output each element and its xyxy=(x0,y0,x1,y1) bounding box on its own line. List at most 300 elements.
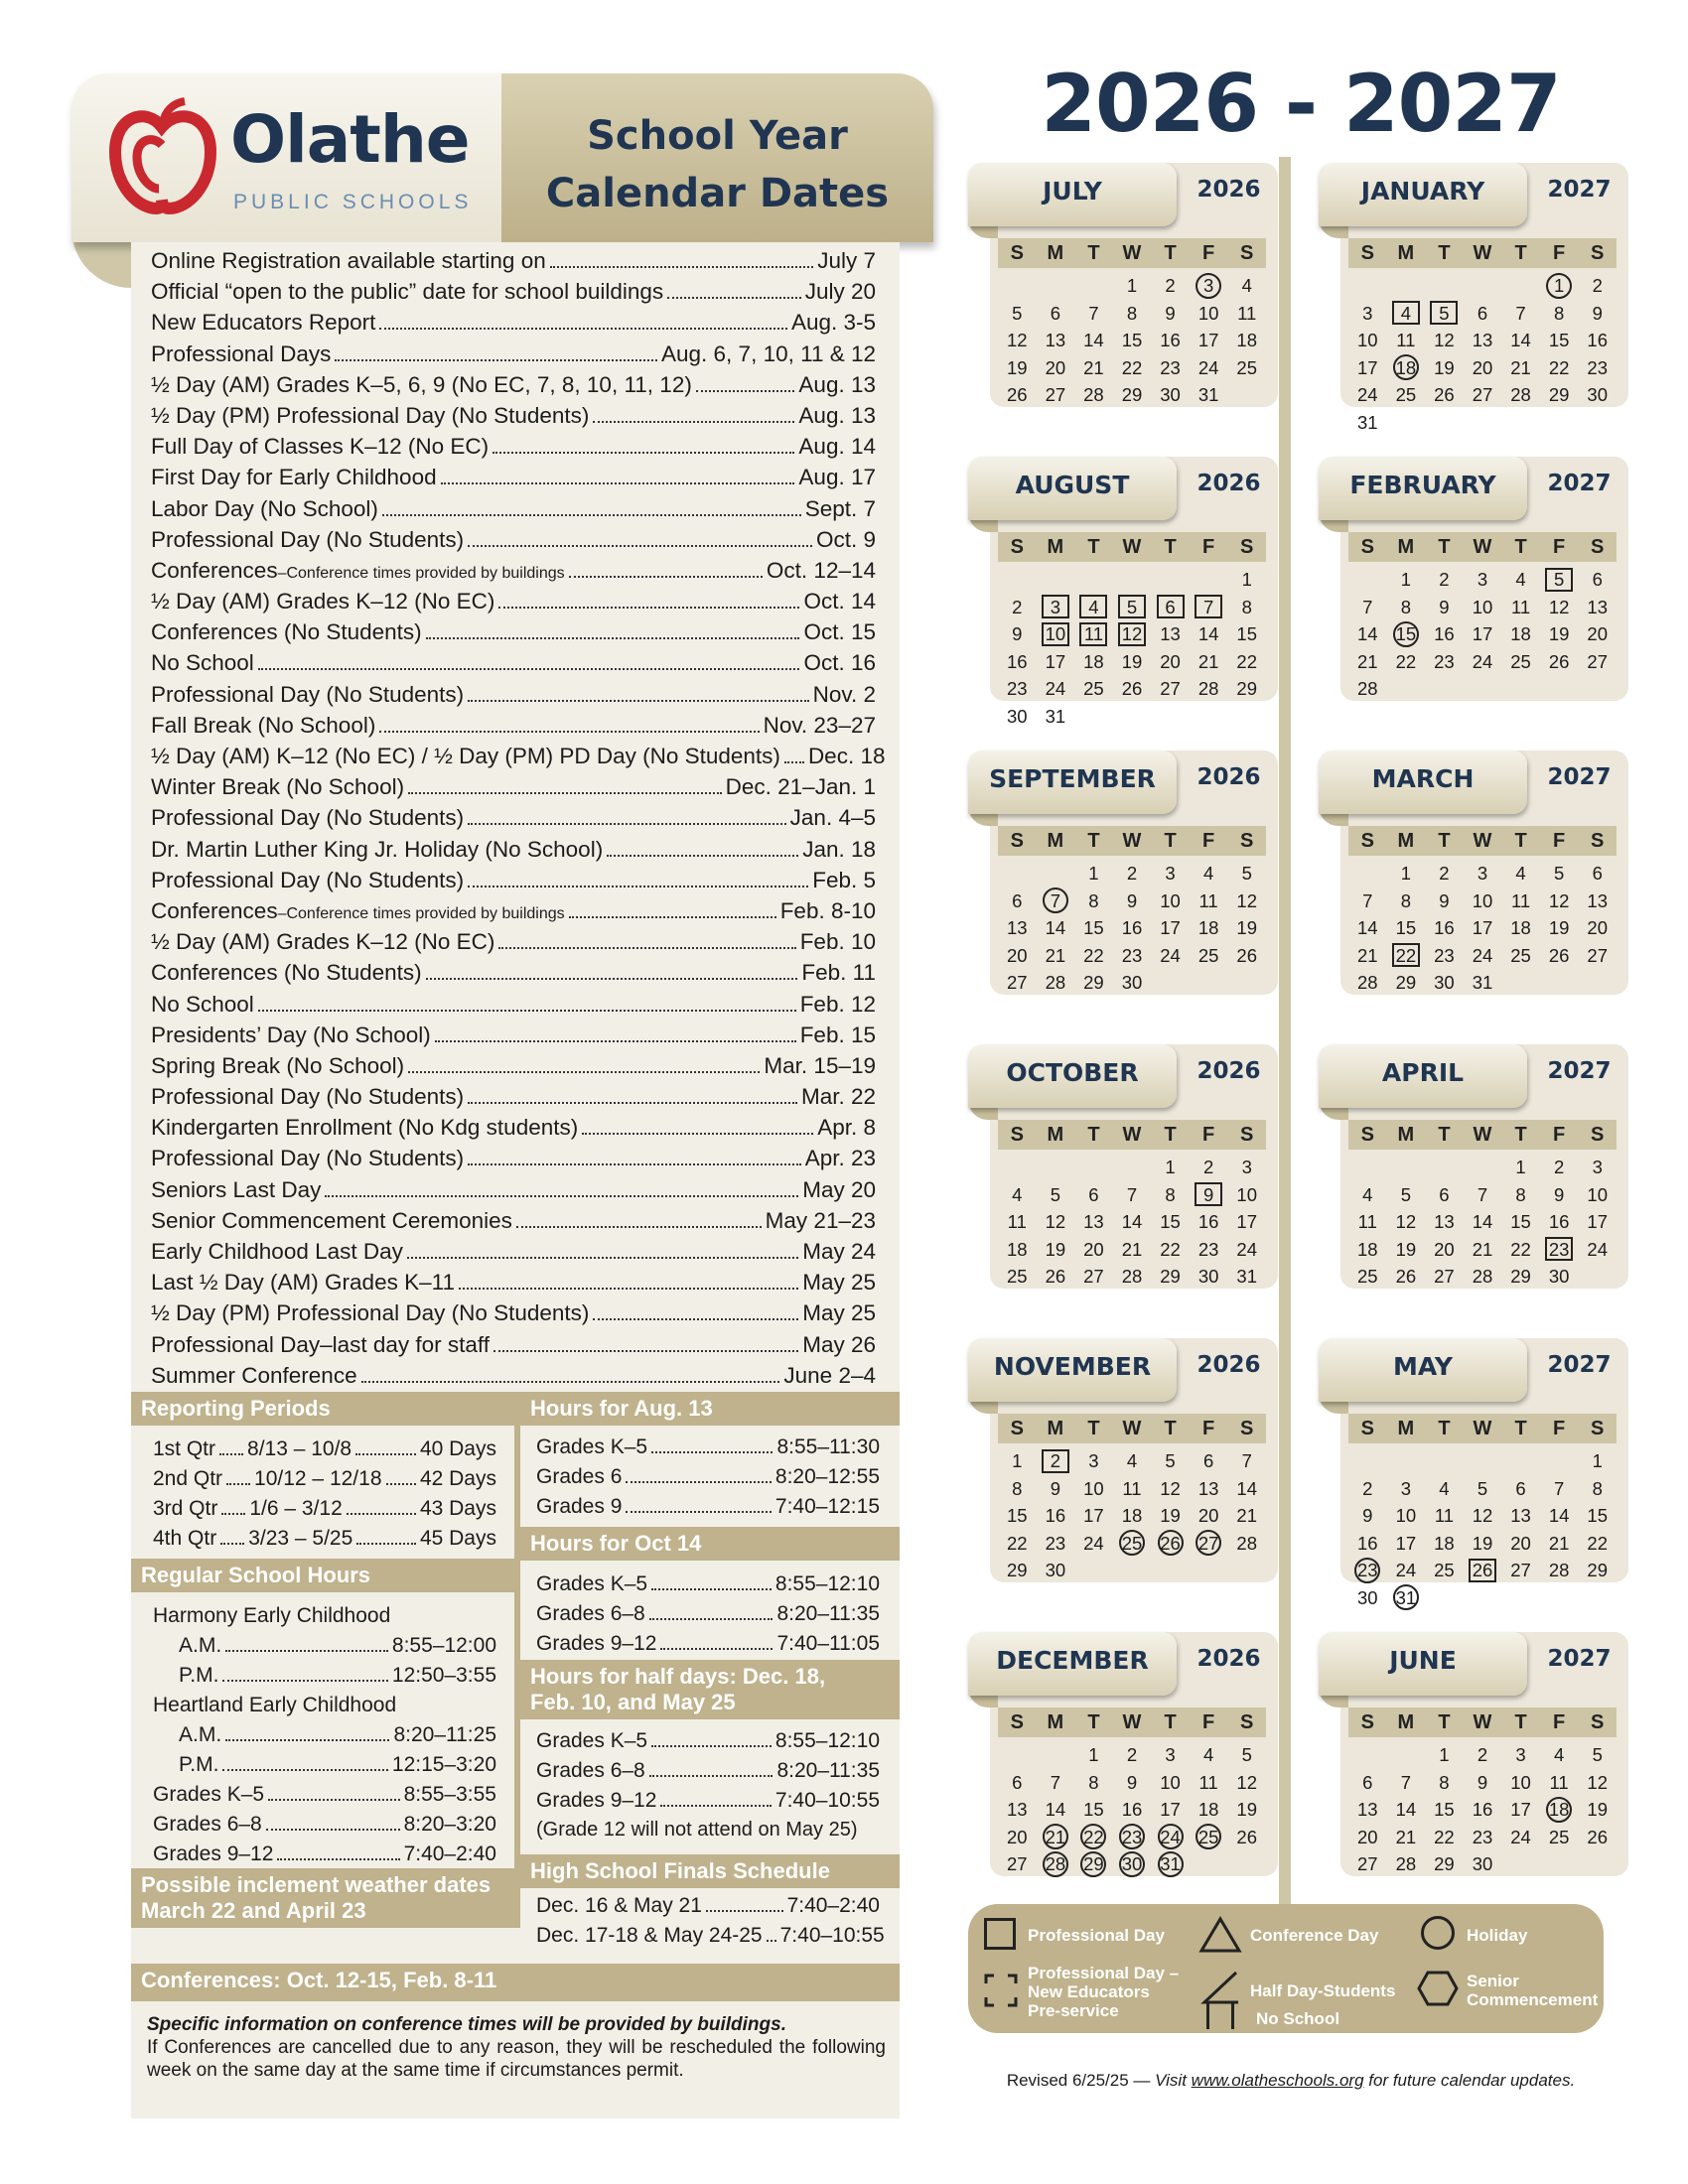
day-cell[interactable]: 20 xyxy=(1587,917,1608,938)
day-cell[interactable]: 24 xyxy=(1356,384,1378,405)
day-cell[interactable]: 28 xyxy=(1045,972,1066,993)
day-cell[interactable]: 23 xyxy=(1587,356,1608,378)
day-cell[interactable]: 26 xyxy=(1464,1557,1502,1584)
day-cell[interactable]: 30 xyxy=(1434,972,1455,993)
day-cell[interactable]: 17 xyxy=(1160,1799,1181,1820)
day-cell[interactable]: 24 xyxy=(1472,944,1493,966)
day-cell[interactable]: 24 xyxy=(1472,650,1493,672)
day-cell[interactable]: 28 xyxy=(1083,384,1104,405)
day-cell[interactable]: 23 xyxy=(1348,1557,1387,1584)
day-cell[interactable]: 18 xyxy=(1387,354,1426,382)
day-cell[interactable]: 23 xyxy=(1006,678,1028,699)
day-cell[interactable]: 7 xyxy=(1477,1183,1488,1205)
day-cell[interactable]: 10 xyxy=(1510,1771,1531,1793)
day-cell[interactable]: 16 xyxy=(1472,1799,1493,1820)
day-cell[interactable]: 19 xyxy=(1006,356,1028,378)
day-cell[interactable]: 29 xyxy=(1587,1560,1608,1580)
day-cell[interactable]: 27 xyxy=(1472,384,1493,405)
day-cell[interactable]: 28 xyxy=(1121,1266,1143,1287)
day-cell[interactable]: 31 xyxy=(1045,705,1066,727)
day-cell[interactable]: 12 xyxy=(1434,330,1455,350)
day-cell[interactable]: 13 xyxy=(1006,917,1028,938)
day-cell[interactable]: 13 xyxy=(1587,889,1608,911)
day-cell[interactable]: 12 xyxy=(1006,330,1028,350)
day-cell[interactable]: 23 xyxy=(1434,650,1455,672)
day-cell[interactable]: 25 xyxy=(1006,1266,1028,1287)
day-cell[interactable]: 8 xyxy=(1012,1477,1023,1499)
day-cell[interactable]: 5 xyxy=(1592,1744,1603,1765)
day-cell[interactable]: 11 xyxy=(1510,596,1531,617)
day-cell[interactable]: 16 xyxy=(1356,1532,1378,1554)
day-cell[interactable]: 24 xyxy=(1045,678,1066,699)
day-cell[interactable]: 20 xyxy=(1006,944,1028,966)
day-cell[interactable]: 5 xyxy=(1241,1744,1252,1765)
day-cell[interactable]: 19 xyxy=(1236,917,1257,938)
day-cell[interactable]: 1 xyxy=(1126,275,1138,296)
day-cell[interactable]: 5 xyxy=(1553,863,1565,884)
day-cell[interactable]: 2 xyxy=(1439,569,1450,590)
day-cell[interactable]: 29 xyxy=(1121,384,1143,405)
day-cell[interactable]: 25 xyxy=(1356,1266,1378,1287)
day-cell[interactable]: 28 xyxy=(1236,1532,1257,1554)
day-cell[interactable]: 10 xyxy=(1356,330,1378,350)
day-cell[interactable]: 2 xyxy=(1165,275,1176,296)
day-cell[interactable]: 24 xyxy=(1083,1532,1104,1554)
day-cell[interactable]: 16 xyxy=(1006,650,1028,672)
day-cell[interactable]: 17 xyxy=(1472,917,1493,938)
day-cell[interactable]: 26 xyxy=(1587,1826,1608,1847)
day-cell[interactable]: 3 xyxy=(1477,863,1488,884)
day-cell[interactable]: 21 xyxy=(1236,1505,1257,1526)
day-cell[interactable]: 2 xyxy=(1037,1447,1075,1475)
day-cell[interactable]: 3 xyxy=(1165,1744,1176,1765)
day-cell[interactable]: 29 xyxy=(1510,1266,1531,1287)
day-cell[interactable]: 31 xyxy=(1197,384,1219,405)
day-cell[interactable]: 1 xyxy=(1241,569,1252,590)
website-link[interactable]: www.olatheschools.org xyxy=(1191,2071,1364,2090)
day-cell[interactable]: 6 xyxy=(1088,1183,1099,1205)
day-cell[interactable]: 5 xyxy=(1012,302,1023,324)
day-cell[interactable]: 26 xyxy=(1548,650,1570,672)
day-cell[interactable]: 8 xyxy=(1400,889,1411,911)
day-cell[interactable]: 14 xyxy=(1197,623,1219,644)
day-cell[interactable]: 24 xyxy=(1151,1824,1190,1851)
day-cell[interactable]: 7 xyxy=(1553,1477,1565,1499)
day-cell[interactable]: 1 xyxy=(1012,1450,1023,1471)
day-cell[interactable]: 4 xyxy=(1241,275,1252,296)
day-cell[interactable]: 2 xyxy=(1592,275,1603,296)
day-cell[interactable]: 16 xyxy=(1160,330,1181,350)
day-cell[interactable]: 11 xyxy=(1434,1505,1455,1526)
day-cell[interactable]: 10 xyxy=(1083,1477,1104,1499)
day-cell[interactable]: 2 xyxy=(1362,1477,1373,1499)
day-cell[interactable]: 14 xyxy=(1356,623,1378,644)
day-cell[interactable]: 1 xyxy=(1088,863,1099,884)
day-cell[interactable]: 18 xyxy=(1083,650,1104,672)
day-cell[interactable]: 19 xyxy=(1587,1799,1608,1820)
day-cell[interactable]: 15 xyxy=(1434,1799,1455,1820)
day-cell[interactable]: 16 xyxy=(1197,1211,1219,1232)
day-cell[interactable]: 11 xyxy=(1396,330,1416,350)
day-cell[interactable]: 6 xyxy=(1012,889,1023,911)
day-cell[interactable]: 3 xyxy=(1515,1744,1526,1765)
day-cell[interactable]: 24 xyxy=(1587,1238,1608,1260)
day-cell[interactable]: 15 xyxy=(1160,1211,1181,1232)
day-cell[interactable]: 25 xyxy=(1395,384,1417,405)
day-cell[interactable]: 22 xyxy=(1121,356,1143,378)
day-cell[interactable]: 23 xyxy=(1540,1236,1579,1264)
day-cell[interactable]: 7 xyxy=(1241,1450,1252,1471)
day-cell[interactable]: 31 xyxy=(1236,1266,1257,1287)
day-cell[interactable]: 31 xyxy=(1472,972,1493,993)
day-cell[interactable]: 15 xyxy=(1083,917,1104,938)
day-cell[interactable]: 9 xyxy=(1592,302,1603,324)
day-cell[interactable]: 8 xyxy=(1088,1771,1099,1793)
day-cell[interactable]: 25 xyxy=(1510,650,1531,672)
day-cell[interactable]: 13 xyxy=(1587,596,1608,617)
day-cell[interactable]: 30 xyxy=(1045,1560,1066,1580)
day-cell[interactable]: 29 xyxy=(1006,1560,1028,1580)
day-cell[interactable]: 23 xyxy=(1045,1532,1066,1554)
day-cell[interactable]: 20 xyxy=(1083,1238,1104,1260)
day-cell[interactable]: 23 xyxy=(1160,356,1181,378)
day-cell[interactable]: 22 xyxy=(1387,942,1426,970)
day-cell[interactable]: 22 xyxy=(1006,1532,1028,1554)
day-cell[interactable]: 5 xyxy=(1050,1183,1060,1205)
day-cell[interactable]: 26 xyxy=(1395,1266,1417,1287)
day-cell[interactable]: 17 xyxy=(1083,1505,1104,1526)
day-cell[interactable]: 28 xyxy=(1395,1853,1417,1874)
day-cell[interactable]: 4 xyxy=(1012,1183,1023,1205)
day-cell[interactable]: 29 xyxy=(1160,1266,1181,1287)
day-cell[interactable]: 11 xyxy=(1007,1211,1027,1232)
day-cell[interactable]: 22 xyxy=(1587,1532,1608,1554)
day-cell[interactable]: 9 xyxy=(1439,889,1450,911)
day-cell[interactable]: 20 xyxy=(1510,1532,1531,1554)
day-cell[interactable]: 18 xyxy=(1540,1796,1579,1824)
day-cell[interactable]: 4 xyxy=(1362,1183,1373,1205)
day-cell[interactable]: 23 xyxy=(1197,1238,1219,1260)
day-cell[interactable]: 8 xyxy=(1400,596,1411,617)
day-cell[interactable]: 3 xyxy=(1241,1157,1252,1177)
day-cell[interactable]: 6 xyxy=(1012,1771,1023,1793)
day-cell[interactable]: 17 xyxy=(1510,1799,1531,1820)
day-cell[interactable]: 5 xyxy=(1241,863,1252,884)
day-cell[interactable]: 7 xyxy=(1362,889,1373,911)
day-cell[interactable]: 1 xyxy=(1540,272,1579,300)
day-cell[interactable]: 3 xyxy=(1190,272,1228,300)
day-cell[interactable]: 7 xyxy=(1400,1771,1411,1793)
day-cell[interactable]: 11 xyxy=(1549,1771,1569,1793)
day-cell[interactable]: 2 xyxy=(1202,1157,1214,1177)
day-cell[interactable]: 8 xyxy=(1088,889,1099,911)
day-cell[interactable]: 6 xyxy=(1592,569,1603,590)
day-cell[interactable]: 4 xyxy=(1126,1450,1138,1471)
day-cell[interactable]: 15 xyxy=(1006,1505,1028,1526)
day-cell[interactable]: 22 xyxy=(1434,1826,1455,1847)
day-cell[interactable]: 27 xyxy=(1190,1530,1228,1558)
day-cell[interactable]: 5 xyxy=(1477,1477,1488,1499)
day-cell[interactable]: 13 xyxy=(1045,330,1066,350)
day-cell[interactable]: 18 xyxy=(1006,1238,1028,1260)
day-cell[interactable]: 24 xyxy=(1160,944,1181,966)
day-cell[interactable]: 26 xyxy=(1236,944,1257,966)
day-cell[interactable]: 30 xyxy=(1121,972,1143,993)
day-cell[interactable]: 1 xyxy=(1165,1157,1176,1177)
day-cell[interactable]: 26 xyxy=(1006,384,1028,405)
day-cell[interactable]: 20 xyxy=(1197,1505,1219,1526)
day-cell[interactable]: 28 xyxy=(1197,678,1219,699)
day-cell[interactable]: 17 xyxy=(1197,330,1219,350)
day-cell[interactable]: 3 xyxy=(1400,1477,1411,1499)
day-cell[interactable]: 12 xyxy=(1236,889,1257,911)
day-cell[interactable]: 16 xyxy=(1548,1211,1570,1232)
day-cell[interactable]: 11 xyxy=(1198,1771,1218,1793)
day-cell[interactable]: 22 xyxy=(1548,356,1570,378)
day-cell[interactable]: 29 xyxy=(1434,1853,1455,1874)
day-cell[interactable]: 26 xyxy=(1236,1826,1257,1847)
day-cell[interactable]: 2 xyxy=(1439,863,1450,884)
day-cell[interactable]: 7 xyxy=(1050,1771,1060,1793)
day-cell[interactable]: 30 xyxy=(1472,1853,1493,1874)
day-cell[interactable]: 2 xyxy=(1126,863,1138,884)
day-cell[interactable]: 1 xyxy=(1400,863,1411,884)
day-cell[interactable]: 16 xyxy=(1045,1505,1066,1526)
day-cell[interactable]: 10 xyxy=(1395,1505,1417,1526)
day-cell[interactable]: 24 xyxy=(1395,1560,1417,1580)
day-cell[interactable]: 11 xyxy=(1237,302,1257,324)
day-cell[interactable]: 12 xyxy=(1113,620,1152,648)
day-cell[interactable]: 14 xyxy=(1395,1799,1417,1820)
day-cell[interactable]: 9 xyxy=(1165,302,1176,324)
day-cell[interactable]: 14 xyxy=(1121,1211,1143,1232)
day-cell[interactable]: 11 xyxy=(1510,889,1531,911)
day-cell[interactable]: 14 xyxy=(1083,330,1104,350)
day-cell[interactable]: 19 xyxy=(1472,1532,1493,1554)
day-cell[interactable]: 30 xyxy=(1113,1850,1152,1878)
day-cell[interactable]: 30 xyxy=(1006,705,1028,727)
day-cell[interactable]: 19 xyxy=(1434,356,1455,378)
day-cell[interactable]: 1 xyxy=(1439,1744,1450,1765)
day-cell[interactable]: 27 xyxy=(1083,1266,1104,1287)
day-cell[interactable]: 5 xyxy=(1540,566,1579,594)
day-cell[interactable]: 7 xyxy=(1362,596,1373,617)
day-cell[interactable]: 20 xyxy=(1356,1826,1378,1847)
day-cell[interactable]: 13 xyxy=(1510,1505,1531,1526)
day-cell[interactable]: 3 xyxy=(1592,1157,1603,1177)
day-cell[interactable]: 22 xyxy=(1236,650,1257,672)
day-cell[interactable]: 15 xyxy=(1510,1211,1531,1232)
day-cell[interactable]: 9 xyxy=(1012,623,1023,644)
day-cell[interactable]: 6 xyxy=(1050,302,1060,324)
day-cell[interactable]: 13 xyxy=(1197,1477,1219,1499)
day-cell[interactable]: 11 xyxy=(1074,620,1113,648)
day-cell[interactable]: 9 xyxy=(1126,889,1138,911)
day-cell[interactable]: 20 xyxy=(1160,650,1181,672)
day-cell[interactable]: 9 xyxy=(1190,1181,1228,1209)
day-cell[interactable]: 1 xyxy=(1592,1450,1603,1471)
day-cell[interactable]: 21 xyxy=(1548,1532,1570,1554)
day-cell[interactable]: 7 xyxy=(1126,1183,1138,1205)
day-cell[interactable]: 23 xyxy=(1113,1824,1152,1851)
day-cell[interactable]: 7 xyxy=(1088,302,1099,324)
day-cell[interactable]: 18 xyxy=(1236,330,1257,350)
day-cell[interactable]: 27 xyxy=(1160,678,1181,699)
day-cell[interactable]: 12 xyxy=(1236,1771,1257,1793)
day-cell[interactable]: 10 xyxy=(1587,1183,1608,1205)
day-cell[interactable]: 1 xyxy=(1400,569,1411,590)
day-cell[interactable]: 14 xyxy=(1356,917,1378,938)
day-cell[interactable]: 23 xyxy=(1121,944,1143,966)
day-cell[interactable]: 18 xyxy=(1510,917,1531,938)
day-cell[interactable]: 18 xyxy=(1197,917,1219,938)
day-cell[interactable]: 3 xyxy=(1477,569,1488,590)
day-cell[interactable]: 8 xyxy=(1165,1183,1176,1205)
day-cell[interactable]: 8 xyxy=(1592,1477,1603,1499)
day-cell[interactable]: 31 xyxy=(1151,1850,1190,1878)
day-cell[interactable]: 21 xyxy=(1045,944,1066,966)
day-cell[interactable]: 26 xyxy=(1548,944,1570,966)
day-cell[interactable]: 21 xyxy=(1083,356,1104,378)
day-cell[interactable]: 7 xyxy=(1037,887,1075,915)
day-cell[interactable]: 25 xyxy=(1083,678,1104,699)
day-cell[interactable]: 21 xyxy=(1037,1824,1075,1851)
day-cell[interactable]: 28 xyxy=(1548,1560,1570,1580)
day-cell[interactable]: 10 xyxy=(1037,620,1075,648)
day-cell[interactable]: 20 xyxy=(1006,1826,1028,1847)
day-cell[interactable]: 25 xyxy=(1190,1824,1228,1851)
day-cell[interactable]: 9 xyxy=(1362,1505,1373,1526)
day-cell[interactable]: 11 xyxy=(1198,889,1218,911)
day-cell[interactable]: 5 xyxy=(1425,300,1464,328)
day-cell[interactable]: 19 xyxy=(1160,1505,1181,1526)
day-cell[interactable]: 27 xyxy=(1434,1266,1455,1287)
day-cell[interactable]: 16 xyxy=(1434,623,1455,644)
day-cell[interactable]: 9 xyxy=(1126,1771,1138,1793)
day-cell[interactable]: 15 xyxy=(1548,330,1570,350)
day-cell[interactable]: 12 xyxy=(1587,1771,1608,1793)
day-cell[interactable]: 26 xyxy=(1045,1266,1066,1287)
day-cell[interactable]: 21 xyxy=(1395,1826,1417,1847)
day-cell[interactable]: 19 xyxy=(1395,1238,1417,1260)
day-cell[interactable]: 16 xyxy=(1587,330,1608,350)
day-cell[interactable]: 27 xyxy=(1006,1853,1028,1874)
day-cell[interactable]: 17 xyxy=(1356,356,1378,378)
day-cell[interactable]: 2 xyxy=(1553,1157,1565,1177)
day-cell[interactable]: 17 xyxy=(1472,623,1493,644)
day-cell[interactable]: 6 xyxy=(1362,1771,1373,1793)
day-cell[interactable]: 12 xyxy=(1160,1477,1181,1499)
day-cell[interactable]: 10 xyxy=(1236,1183,1257,1205)
day-cell[interactable]: 14 xyxy=(1045,1799,1066,1820)
day-cell[interactable]: 25 xyxy=(1113,1530,1152,1558)
day-cell[interactable]: 25 xyxy=(1434,1560,1455,1580)
day-cell[interactable]: 30 xyxy=(1548,1266,1570,1287)
day-cell[interactable]: 10 xyxy=(1197,302,1219,324)
day-cell[interactable]: 4 xyxy=(1074,594,1113,621)
day-cell[interactable]: 10 xyxy=(1472,889,1493,911)
day-cell[interactable]: 22 xyxy=(1160,1238,1181,1260)
day-cell[interactable]: 27 xyxy=(1510,1560,1531,1580)
day-cell[interactable]: 2 xyxy=(1126,1744,1138,1765)
day-cell[interactable]: 7 xyxy=(1515,302,1526,324)
day-cell[interactable]: 25 xyxy=(1197,944,1219,966)
day-cell[interactable]: 4 xyxy=(1515,569,1526,590)
day-cell[interactable]: 17 xyxy=(1236,1211,1257,1232)
day-cell[interactable]: 1 xyxy=(1088,1744,1099,1765)
day-cell[interactable]: 25 xyxy=(1236,356,1257,378)
day-cell[interactable]: 29 xyxy=(1236,678,1257,699)
day-cell[interactable]: 19 xyxy=(1236,1799,1257,1820)
day-cell[interactable]: 15 xyxy=(1587,1505,1608,1526)
day-cell[interactable]: 23 xyxy=(1472,1826,1493,1847)
day-cell[interactable]: 12 xyxy=(1472,1505,1493,1526)
day-cell[interactable]: 15 xyxy=(1083,1799,1104,1820)
day-cell[interactable]: 11 xyxy=(1357,1211,1377,1232)
day-cell[interactable]: 12 xyxy=(1548,889,1570,911)
day-cell[interactable]: 21 xyxy=(1121,1238,1143,1260)
day-cell[interactable]: 21 xyxy=(1356,944,1378,966)
day-cell[interactable]: 4 xyxy=(1202,1744,1214,1765)
day-cell[interactable]: 18 xyxy=(1121,1505,1143,1526)
day-cell[interactable]: 22 xyxy=(1074,1824,1113,1851)
day-cell[interactable]: 21 xyxy=(1510,356,1531,378)
day-cell[interactable]: 29 xyxy=(1395,972,1417,993)
day-cell[interactable]: 3 xyxy=(1362,302,1373,324)
day-cell[interactable]: 16 xyxy=(1434,917,1455,938)
day-cell[interactable]: 27 xyxy=(1587,944,1608,966)
day-cell[interactable]: 12 xyxy=(1045,1211,1066,1232)
day-cell[interactable]: 5 xyxy=(1400,1183,1411,1205)
day-cell[interactable]: 9 xyxy=(1477,1771,1488,1793)
day-cell[interactable]: 26 xyxy=(1434,384,1455,405)
day-cell[interactable]: 29 xyxy=(1083,972,1104,993)
day-cell[interactable]: 28 xyxy=(1472,1266,1493,1287)
day-cell[interactable]: 19 xyxy=(1121,650,1143,672)
day-cell[interactable]: 12 xyxy=(1548,596,1570,617)
day-cell[interactable]: 13 xyxy=(1434,1211,1455,1232)
day-cell[interactable]: 20 xyxy=(1472,356,1493,378)
day-cell[interactable]: 25 xyxy=(1510,944,1531,966)
day-cell[interactable]: 8 xyxy=(1241,596,1252,617)
day-cell[interactable]: 15 xyxy=(1236,623,1257,644)
day-cell[interactable]: 26 xyxy=(1121,678,1143,699)
day-cell[interactable]: 19 xyxy=(1548,917,1570,938)
day-cell[interactable]: 13 xyxy=(1160,623,1181,644)
day-cell[interactable]: 12 xyxy=(1395,1211,1417,1232)
day-cell[interactable]: 21 xyxy=(1197,650,1219,672)
day-cell[interactable]: 4 xyxy=(1439,1477,1450,1499)
day-cell[interactable]: 28 xyxy=(1356,972,1378,993)
day-cell[interactable]: 5 xyxy=(1165,1450,1176,1471)
day-cell[interactable]: 6 xyxy=(1439,1183,1450,1205)
day-cell[interactable]: 27 xyxy=(1045,384,1066,405)
day-cell[interactable]: 14 xyxy=(1510,330,1531,350)
day-cell[interactable]: 16 xyxy=(1121,1799,1143,1820)
day-cell[interactable]: 22 xyxy=(1083,944,1104,966)
day-cell[interactable]: 6 xyxy=(1592,863,1603,884)
day-cell[interactable]: 28 xyxy=(1510,384,1531,405)
day-cell[interactable]: 30 xyxy=(1160,384,1181,405)
day-cell[interactable]: 7 xyxy=(1190,594,1228,621)
day-cell[interactable]: 10 xyxy=(1160,1771,1181,1793)
day-cell[interactable]: 16 xyxy=(1121,917,1143,938)
day-cell[interactable]: 27 xyxy=(1587,650,1608,672)
day-cell[interactable]: 10 xyxy=(1472,596,1493,617)
day-cell[interactable]: 29 xyxy=(1074,1850,1113,1878)
day-cell[interactable]: 13 xyxy=(1472,330,1493,350)
day-cell[interactable]: 9 xyxy=(1439,596,1450,617)
